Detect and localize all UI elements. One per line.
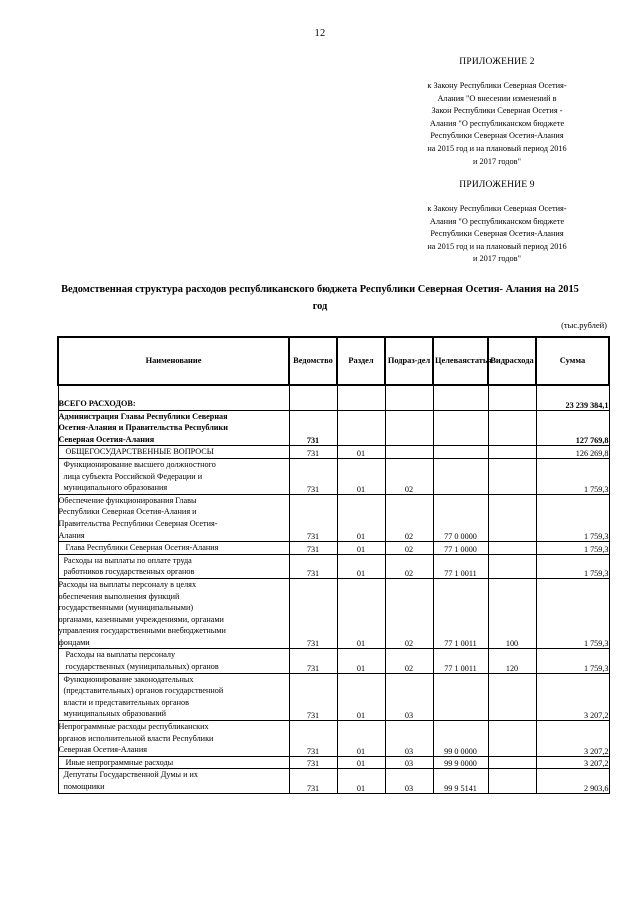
text-line: государственных (муниципальных) органов — [65, 662, 219, 672]
cell-name — [58, 578, 289, 649]
cell-summa: 1 759,3 — [536, 542, 609, 555]
appendix-block-2 — [378, 57, 616, 168]
text-line: дел — [417, 355, 431, 365]
cell-name — [58, 458, 289, 494]
cell-name — [58, 446, 289, 459]
text-line: фондами — [58, 637, 90, 647]
appendix-title: ПРИЛОЖЕНИЕ 9 — [459, 180, 535, 190]
cell-podrazdel: 02 — [385, 458, 433, 494]
text-line: Алания "О республиканском бюджете — [429, 216, 565, 226]
text-line: к Закону Республики Северная Осетия- — [427, 204, 567, 213]
cell-celevaya-statya: 77 1 0000 — [433, 542, 488, 555]
text-line: власти и представительных органов — [63, 697, 189, 707]
table-row — [58, 756, 609, 769]
text-line: Вид — [490, 355, 505, 365]
cell-vid-raskhoda: 120 — [488, 649, 536, 673]
column-header-celevaya-statya — [433, 337, 492, 385]
cell-vedomstvo: 731 — [289, 554, 337, 578]
cell-podrazdel: 02 — [385, 542, 433, 555]
page-title-line: Ведомственная структура расходов республиканского бюджета Республики Северная Осетия- — [61, 284, 503, 295]
text-line: Целевая — [435, 355, 467, 365]
cell-summa: 3 207,2 — [536, 673, 609, 720]
page-title — [58, 281, 582, 315]
cell-razdel: 01 — [337, 673, 385, 720]
table-row — [58, 649, 609, 673]
cell-vedomstvo — [289, 385, 337, 410]
cell-vid-raskhoda — [488, 446, 536, 459]
text-line: управления государственными внебюджетными — [58, 626, 226, 636]
text-line: Республики Северная Осетия-Алания — [430, 229, 564, 239]
cell-vid-raskhoda — [488, 410, 536, 446]
page-title-line: Алания на 2015 год — [312, 284, 579, 312]
text-line: (представительных) органов государственной — [63, 686, 224, 696]
table-header — [58, 337, 609, 385]
cell-razdel: 01 — [337, 769, 385, 793]
cell-name — [58, 673, 289, 720]
table-row — [58, 446, 609, 459]
cell-vid-raskhoda — [488, 554, 536, 578]
text-line: Функционирование законодательных — [63, 674, 194, 684]
text-line: Депутаты Государственной Думы и их — [63, 770, 198, 780]
cell-vedomstvo: 731 — [289, 458, 337, 494]
units-note: (тыс.рублей) — [561, 320, 607, 330]
cell-celevaya-statya: 99 9 5141 — [433, 769, 488, 793]
text-line: ВСЕГО РАСХОДОВ: — [58, 399, 136, 408]
cell-summa: 23 239 384,1 — [536, 385, 609, 410]
cell-podrazdel: 03 — [385, 673, 433, 720]
text-line: Республики Северная Осетия-Алания и — [58, 507, 197, 517]
text-line: Расходы на выплаты персоналу в целях — [58, 579, 197, 589]
text-line: на 2015 год и на плановый период 2016 — [427, 241, 567, 251]
text-line: Алания "О республиканском бюджете — [429, 118, 565, 128]
text-line: расхода — [504, 355, 534, 365]
cell-summa: 3 207,2 — [536, 721, 609, 757]
table-row — [58, 554, 609, 578]
cell-vedomstvo: 731 — [289, 649, 337, 673]
cell-razdel: 01 — [337, 542, 385, 555]
table-row — [58, 458, 609, 494]
text-line: Обеспечение функционирования Главы — [58, 495, 197, 505]
cell-vedomstvo: 731 — [289, 410, 337, 446]
text-line: помощники — [63, 782, 105, 791]
text-line: Ведомст — [293, 355, 325, 365]
cell-podrazdel: 02 — [385, 494, 433, 541]
text-line: работников государственных органов — [63, 567, 195, 577]
cell-vedomstvo: 731 — [289, 542, 337, 555]
cell-celevaya-statya: 77 0 0000 — [433, 494, 488, 541]
cell-razdel: 01 — [337, 578, 385, 649]
text-line: к Закону Республики Северная Осетия- — [427, 81, 567, 90]
table-row — [58, 578, 609, 649]
text-line: государственными (муниципальными) — [58, 603, 194, 613]
text-line: Алания — [58, 530, 85, 540]
cell-razdel: 01 — [337, 458, 385, 494]
cell-podrazdel: 03 — [385, 769, 433, 793]
column-header-vid-raskhoda — [488, 337, 536, 385]
text-line: Подраз- — [387, 355, 418, 365]
appendix-reference — [378, 203, 616, 266]
cell-summa: 127 769,8 — [536, 410, 609, 446]
text-line: и 2017 годов" — [473, 254, 521, 264]
page-number: 12 — [314, 28, 326, 39]
cell-razdel: 01 — [337, 494, 385, 541]
cell-razdel: 01 — [337, 649, 385, 673]
appendix-reference — [378, 80, 616, 168]
cell-celevaya-statya — [433, 458, 488, 494]
text-line: муниципальных образований — [63, 709, 167, 719]
cell-summa: 2 903,6 — [536, 769, 609, 793]
table-row — [58, 542, 609, 555]
cell-vid-raskhoda: 100 — [488, 578, 536, 649]
cell-razdel — [337, 410, 385, 446]
budget-table-container — [57, 336, 608, 794]
table-row — [58, 410, 609, 446]
cell-podrazdel — [385, 446, 433, 459]
text-line: Расходы на выплаты по оплате труда — [63, 555, 192, 565]
cell-name — [58, 756, 289, 769]
cell-podrazdel — [385, 385, 433, 410]
text-line: Республики Северная Осетия-Алания — [430, 131, 564, 141]
cell-razdel: 01 — [337, 446, 385, 459]
table-row — [58, 769, 609, 793]
cell-vedomstvo: 731 — [289, 578, 337, 649]
cell-vedomstvo: 731 — [289, 446, 337, 459]
column-header-summa: Сумма — [536, 337, 609, 385]
table-body — [58, 385, 609, 793]
cell-celevaya-statya — [433, 673, 488, 720]
cell-celevaya-statya: 77 1 0011 — [433, 554, 488, 578]
cell-name — [58, 721, 289, 757]
cell-celevaya-statya — [433, 385, 488, 410]
text-line: во — [324, 355, 333, 365]
column-header-razdel: Раздел — [337, 337, 385, 385]
cell-vid-raskhoda — [488, 385, 536, 410]
text-line: Правительства Республики Северная Осетия- — [58, 518, 218, 528]
cell-podrazdel: 02 — [385, 554, 433, 578]
cell-vid-raskhoda — [488, 721, 536, 757]
cell-summa: 126 269,8 — [536, 446, 609, 459]
cell-podrazdel: 02 — [385, 578, 433, 649]
cell-podrazdel: 03 — [385, 721, 433, 757]
cell-podrazdel: 03 — [385, 756, 433, 769]
cell-celevaya-statya — [433, 446, 488, 459]
text-line: на 2015 год и на плановый период 2016 — [427, 143, 567, 153]
cell-name — [58, 554, 289, 578]
cell-summa: 1 759,3 — [536, 494, 609, 541]
text-line: органами, казенными учреждениями, органами — [58, 614, 224, 624]
cell-celevaya-statya: 77 1 0011 — [433, 649, 488, 673]
text-line: лица субъекта Российской Федерации и — [63, 471, 203, 481]
table-row — [58, 385, 609, 410]
cell-vedomstvo: 731 — [289, 769, 337, 793]
cell-name — [58, 649, 289, 673]
cell-name — [58, 494, 289, 541]
cell-vedomstvo: 731 — [289, 756, 337, 769]
text-line: Администрация Главы Республики Северная — [58, 411, 228, 421]
text-line: ОБЩЕГОСУДАРСТВЕННЫЕ ВОПРОСЫ — [65, 447, 214, 457]
cell-razdel — [337, 385, 385, 410]
text-line: Иные непрограммные расходы — [65, 757, 174, 767]
text-line: статья — [466, 355, 492, 365]
text-line: Глава Республики Северная Осетия-Алания — [65, 543, 219, 553]
cell-vedomstvo: 731 — [289, 494, 337, 541]
cell-celevaya-statya — [433, 410, 488, 446]
cell-name — [58, 542, 289, 555]
text-line: Алания "О внесении изменений в — [437, 93, 557, 103]
cell-vid-raskhoda — [488, 494, 536, 541]
table-row — [58, 673, 609, 720]
table-row — [58, 494, 609, 541]
cell-name — [58, 769, 289, 793]
budget-table — [57, 336, 610, 794]
cell-vedomstvo: 731 — [289, 673, 337, 720]
text-line: и 2017 годов" — [473, 156, 521, 166]
cell-vedomstvo: 731 — [289, 721, 337, 757]
cell-podrazdel — [385, 410, 433, 446]
text-line: муниципального образования — [63, 483, 168, 493]
cell-summa: 1 759,3 — [536, 578, 609, 649]
cell-celevaya-statya: 77 1 0011 — [433, 578, 488, 649]
text-line: Северная Осетия-Алания — [58, 745, 147, 755]
cell-summa: 1 759,3 — [536, 458, 609, 494]
table-header-row — [58, 337, 609, 385]
cell-vid-raskhoda — [488, 769, 536, 793]
text-line: Северная Осетия-Алания — [58, 434, 155, 444]
text-line: Закон Республики Северная Осетия - — [431, 106, 563, 116]
text-line: обеспечения выполнения функций — [58, 591, 180, 601]
column-header-podrazdel — [385, 337, 433, 385]
cell-razdel: 01 — [337, 554, 385, 578]
cell-celevaya-statya: 99 0 0000 — [433, 721, 488, 757]
text-line: Функционирование высшего должностного — [63, 459, 216, 469]
text-line: Непрограммные расходы республиканских — [58, 722, 209, 732]
cell-vid-raskhoda — [488, 458, 536, 494]
text-line: Расходы на выплаты персоналу — [65, 650, 176, 660]
table-row — [58, 721, 609, 757]
cell-summa: 3 207,2 — [536, 756, 609, 769]
cell-vid-raskhoda — [488, 673, 536, 720]
cell-vid-raskhoda — [488, 542, 536, 555]
cell-razdel: 01 — [337, 756, 385, 769]
cell-razdel: 01 — [337, 721, 385, 757]
appendix-title: ПРИЛОЖЕНИЕ 2 — [459, 57, 535, 67]
column-header-name: Наименование — [58, 337, 289, 385]
cell-name — [58, 385, 289, 410]
cell-summa: 1 759,3 — [536, 649, 609, 673]
column-header-vedomstvo — [289, 337, 337, 385]
cell-name — [58, 410, 289, 446]
appendix-block-9 — [378, 180, 616, 266]
text-line: органов исполнительной власти Республики — [58, 733, 214, 743]
cell-summa: 1 759,3 — [536, 554, 609, 578]
cell-vid-raskhoda — [488, 756, 536, 769]
text-line: Осетия-Алания и Правительства Республики — [58, 423, 228, 433]
cell-podrazdel: 02 — [385, 649, 433, 673]
cell-celevaya-statya: 99 9 0000 — [433, 756, 488, 769]
